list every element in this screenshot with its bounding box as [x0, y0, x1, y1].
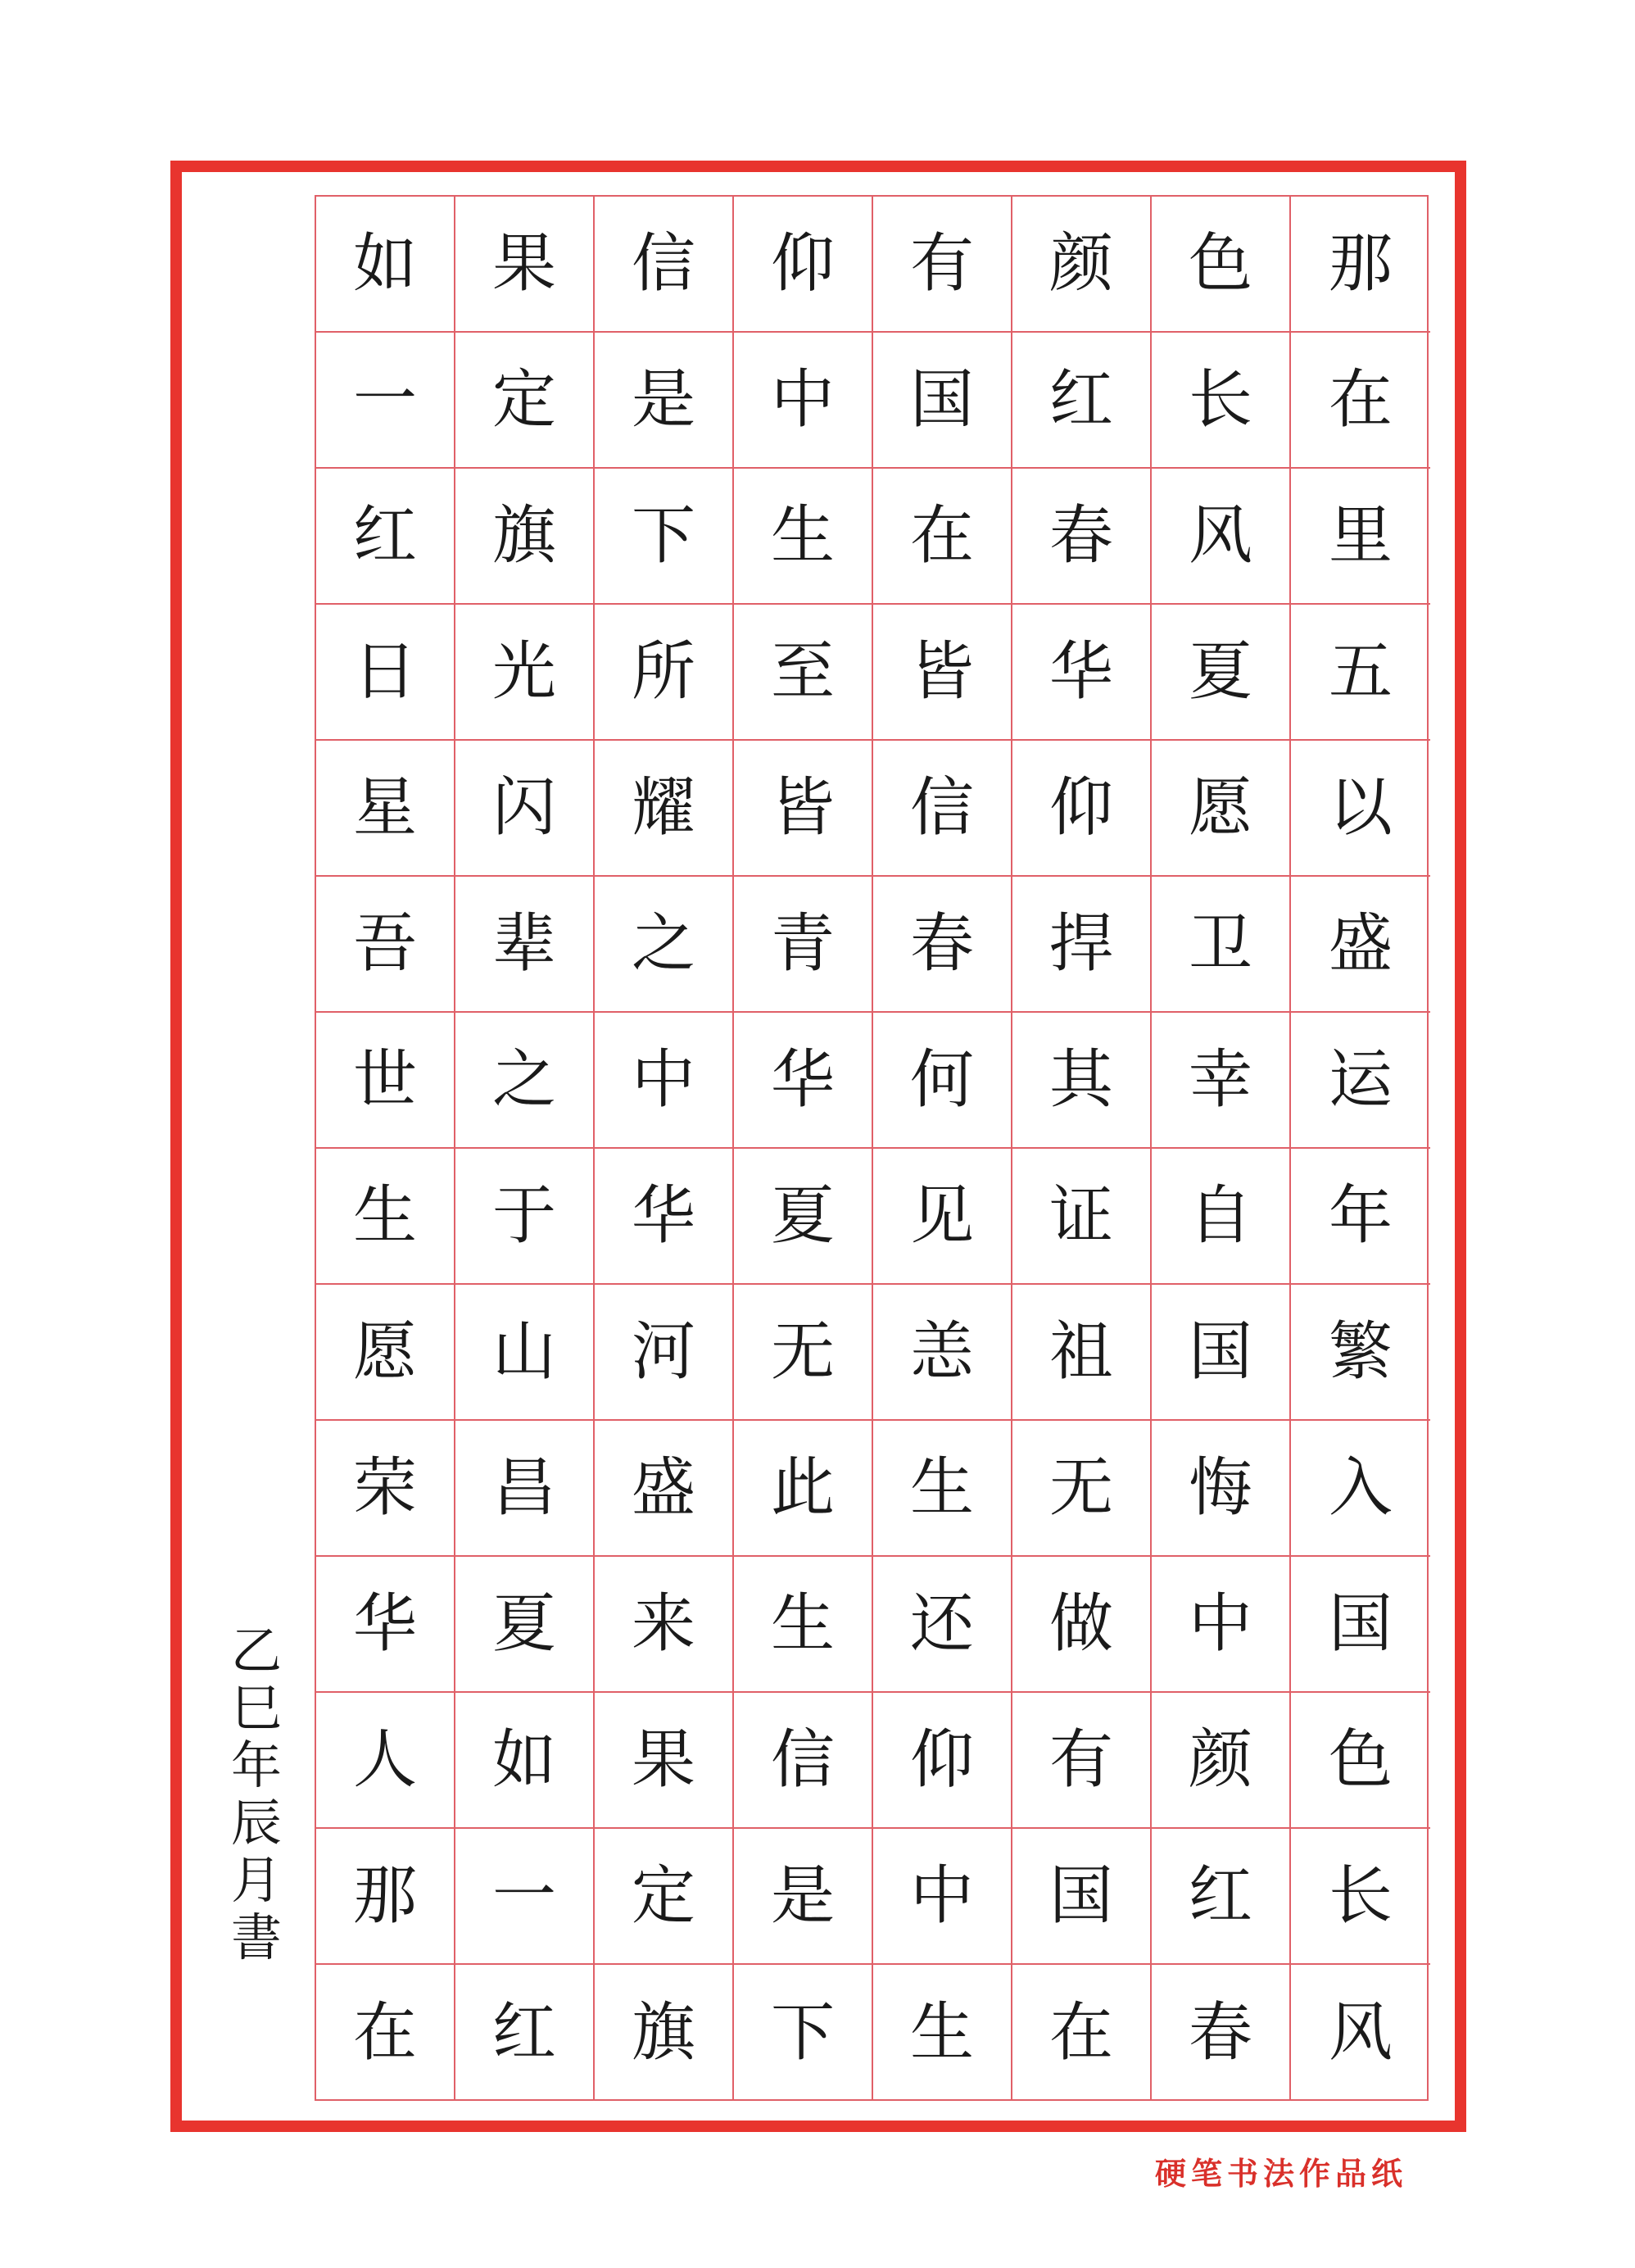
grid-cell-character: 信 [734, 1693, 873, 1829]
grid-cell-character: 下 [734, 1965, 873, 2101]
grid-cell-character: 之 [595, 877, 734, 1013]
grid-cell-character: 还 [873, 1557, 1012, 1693]
grid-cell-character: 果 [595, 1693, 734, 1829]
grid-cell-character: 吾 [316, 877, 455, 1013]
grid-cell-character: 如 [316, 197, 455, 333]
grid-column [595, 197, 734, 2099]
grid-cell-character: 颜 [1152, 1693, 1291, 1829]
grid-cell-character: 生 [734, 1557, 873, 1693]
grid-cell-character: 旗 [455, 469, 595, 605]
grid-cell-character: 如 [455, 1693, 595, 1829]
signature-character: 年 [230, 1735, 282, 1795]
grid-cell-character: 春 [873, 877, 1012, 1013]
grid-cell-character: 是 [595, 333, 734, 469]
grid-cell-character: 昌 [455, 1421, 595, 1557]
grid-cell-character: 色 [1152, 197, 1291, 333]
grid-cell-character: 愿 [1152, 741, 1291, 877]
grid-cell-character: 国 [1291, 1557, 1430, 1693]
grid-cell-character: 祖 [1012, 1285, 1152, 1421]
grid-column [455, 197, 595, 2099]
grid-cell-character: 那 [316, 1829, 455, 1965]
grid-column [316, 197, 455, 2099]
grid-cell-character: 自 [1152, 1149, 1291, 1285]
grid-cell-character: 定 [455, 333, 595, 469]
grid-cell-character: 运 [1291, 1013, 1430, 1149]
grid-cell-character: 盛 [1291, 877, 1430, 1013]
grid-cell-character: 所 [595, 605, 734, 741]
grid-column [734, 197, 873, 2099]
grid-cell-character: 生 [873, 1421, 1012, 1557]
grid-cell-character: 中 [1152, 1557, 1291, 1693]
grid-cell-character: 信 [873, 741, 1012, 877]
grid-cell-character: 仰 [873, 1693, 1012, 1829]
grid-cell-character: 色 [1291, 1693, 1430, 1829]
grid-cell-character: 皆 [734, 741, 873, 877]
grid-cell-character: 红 [455, 1965, 595, 2101]
grid-cell-character: 悔 [1152, 1421, 1291, 1557]
grid-cell-character: 在 [1012, 1965, 1152, 2101]
grid-cell-character: 其 [1012, 1013, 1152, 1149]
grid-cell-character: 信 [595, 197, 734, 333]
grid-cell-character: 中 [873, 1829, 1012, 1965]
signature-inscription [228, 1622, 285, 1966]
grid-cell-character: 人 [316, 1693, 455, 1829]
grid-cell-character: 幸 [1152, 1013, 1291, 1149]
grid-cell-character: 华 [316, 1557, 455, 1693]
grid-cell-character: 生 [873, 1965, 1012, 2101]
grid-cell-character: 荣 [316, 1421, 455, 1557]
grid-cell-character: 恙 [873, 1285, 1012, 1421]
grid-cell-character: 颜 [1012, 197, 1152, 333]
grid-cell-character: 下 [595, 469, 734, 605]
grid-cell-character: 中 [595, 1013, 734, 1149]
grid-cell-character: 风 [1328, 1996, 1393, 2070]
grid-column [1012, 197, 1152, 2099]
grid-cell-character: 春 [1012, 469, 1152, 605]
grid-cell-character: 在 [316, 1965, 455, 2101]
grid-cell-character: 生 [734, 469, 873, 605]
grid-cell-character: 华 [595, 1149, 734, 1285]
grid-cell-character: 仰 [734, 197, 873, 333]
grid-cell-character: 入 [1291, 1421, 1430, 1557]
grid-cell-character: 愿 [316, 1285, 455, 1421]
grid-cell-character: 年 [1291, 1149, 1430, 1285]
grid-cell-character: 华 [734, 1013, 873, 1149]
grid-cell-character: 红 [316, 469, 455, 605]
grid-cell-character: 五 [1291, 605, 1430, 741]
grid-cell-character: 夏 [1152, 605, 1291, 741]
grid-cell-character: 日 [316, 605, 455, 741]
grid-cell-character: 有 [1012, 1693, 1152, 1829]
grid-cell-character: 无 [1012, 1421, 1152, 1557]
grid-cell-character: 在 [1291, 333, 1430, 469]
grid-cell-character: 国 [1152, 1285, 1291, 1421]
grid-cell-character: 生 [316, 1149, 455, 1285]
grid-cell-character: 夏 [455, 1557, 595, 1693]
grid-cell-character: 华 [1012, 605, 1152, 741]
grid-cell-character: 旗 [595, 1965, 734, 2101]
grid-cell-character: 之 [455, 1013, 595, 1149]
grid-cell-character: 红 [1012, 333, 1152, 469]
grid-cell-character: 以 [1291, 741, 1430, 877]
grid-cell-character: 耀 [595, 741, 734, 877]
grid-cell-character: 何 [873, 1013, 1012, 1149]
grid-cell-character: 于 [455, 1149, 595, 1285]
grid-cell-character: 风 [1152, 469, 1291, 605]
grid-cell-character: 夏 [734, 1149, 873, 1285]
grid-column [1291, 197, 1430, 2099]
grid-cell-character: 果 [455, 197, 595, 333]
grid-cell-character: 盛 [595, 1421, 734, 1557]
grid-cell-character: 山 [455, 1285, 595, 1421]
grid-cell-character: 国 [1012, 1829, 1152, 1965]
grid-column [1152, 197, 1291, 2099]
grid-cell-character: 红 [1152, 1829, 1291, 1965]
grid-cell-character: 长 [1152, 333, 1291, 469]
grid-cell-character: 定 [595, 1829, 734, 1965]
grid-cell-character: 皆 [873, 605, 1012, 741]
signature-character: 月 [230, 1850, 282, 1910]
signature-character: 乙 [230, 1621, 282, 1681]
grid-cell-character: 证 [1012, 1149, 1152, 1285]
grid-cell-character: 此 [734, 1421, 873, 1557]
writing-grid [315, 195, 1429, 2101]
grid-cell-character: 星 [316, 741, 455, 877]
grid-cell-character: 捍 [1012, 877, 1152, 1013]
grid-cell-character: 至 [734, 605, 873, 741]
grid-column [873, 197, 1012, 2099]
grid-cell-character: 长 [1291, 1829, 1430, 1965]
grid-cell-character: 在 [873, 469, 1012, 605]
grid-cell-character: 繁 [1291, 1285, 1430, 1421]
grid-cell-character: 春 [1152, 1965, 1291, 2101]
grid-cell-character: 里 [1291, 469, 1430, 605]
grid-cell-character: 仰 [1012, 741, 1152, 877]
grid-cell-character: 有 [873, 197, 1012, 333]
grid-cell-character: 世 [316, 1013, 455, 1149]
grid-cell-character: 那 [1291, 197, 1430, 333]
grid-cell-character: 来 [595, 1557, 734, 1693]
grid-cell-character: 做 [1012, 1557, 1152, 1693]
grid-cell-character: 闪 [455, 741, 595, 877]
grid-cell-character: 见 [873, 1149, 1012, 1285]
grid-cell-character: 一 [455, 1829, 595, 1965]
grid-cell-character: 卫 [1152, 877, 1291, 1013]
grid-cell-character: 辈 [455, 877, 595, 1013]
grid-cell-character: 河 [595, 1285, 734, 1421]
grid-cell-character: 无 [734, 1285, 873, 1421]
signature-character: 書 [230, 1907, 282, 1967]
signature-character: 巳 [230, 1678, 282, 1738]
grid-cell-character: 一 [316, 333, 455, 469]
grid-cell-character: 国 [873, 333, 1012, 469]
grid-cell-character: 中 [734, 333, 873, 469]
signature-character: 辰 [230, 1793, 282, 1853]
grid-cell-character: 光 [455, 605, 595, 741]
paper-label: 硬笔书法作品纸 [1155, 2155, 1408, 2192]
grid-cell-character: 青 [734, 877, 873, 1013]
grid-cell-character: 是 [734, 1829, 873, 1965]
